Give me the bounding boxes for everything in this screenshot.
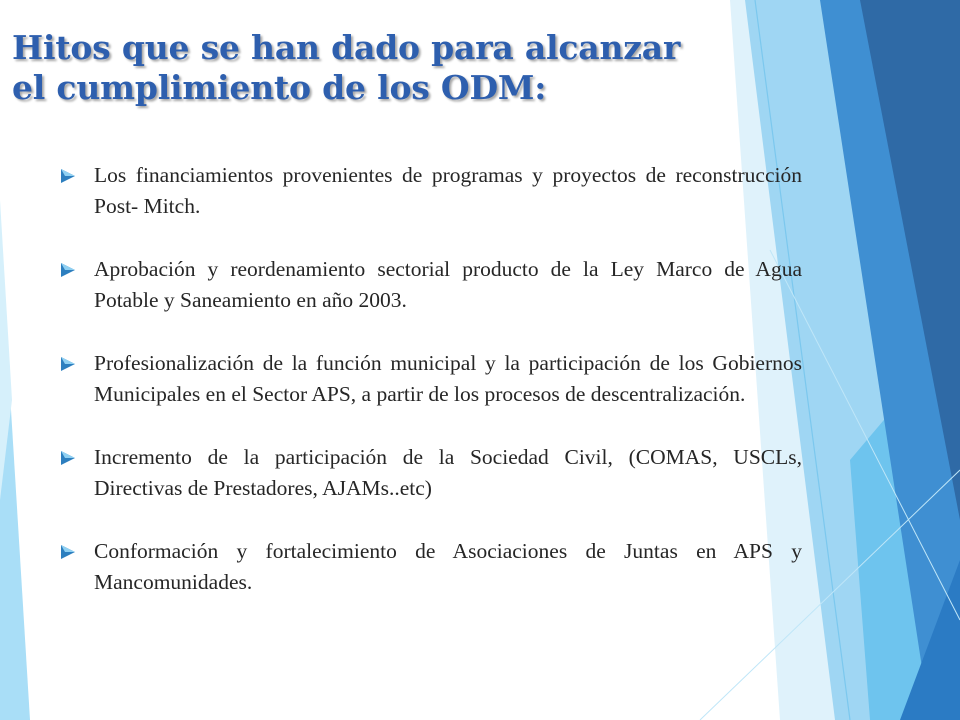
arrowhead-bullet-icon (60, 262, 76, 278)
bullet-text: Los financiamientos provenientes de programas y proyectos de reconstrucción Post- Mitch. (94, 163, 802, 218)
arrowhead-bullet-icon (60, 168, 76, 184)
arrowhead-bullet-icon (60, 356, 76, 372)
arrowhead-bullet-icon (60, 450, 76, 466)
arrowhead-bullet-icon (60, 544, 76, 560)
bullet-item (60, 254, 802, 316)
bullet-text: Aprobación y reordenamiento sectorial producto de la Ley Marco de Agua Potable y Saneamiento en año 2003. (94, 257, 802, 312)
bullet-text: Profesionalización de la función municipal y la participación de los Gobiernos Municipales en el Sector APS, a partir de los procesos de descentralización. (94, 351, 802, 406)
title-line-2: el cumplimiento de los ODM: (12, 68, 547, 107)
bullet-item (60, 348, 802, 410)
bullet-text: Conformación y fortalecimiento de Asociaciones de Juntas en APS y Mancomunidades. (94, 539, 802, 594)
title-line-1: Hitos que se han dado para alcanzar (12, 28, 681, 67)
slide-title (12, 28, 680, 108)
bullet-item (60, 536, 802, 598)
bullet-list (60, 160, 802, 630)
bullet-text: Incremento de la participación de la Sociedad Civil, (COMAS, USCLs, Directivas de Prestadores, AJAMs..etc) (94, 445, 802, 500)
bullet-item (60, 442, 802, 504)
bullet-item (60, 160, 802, 222)
